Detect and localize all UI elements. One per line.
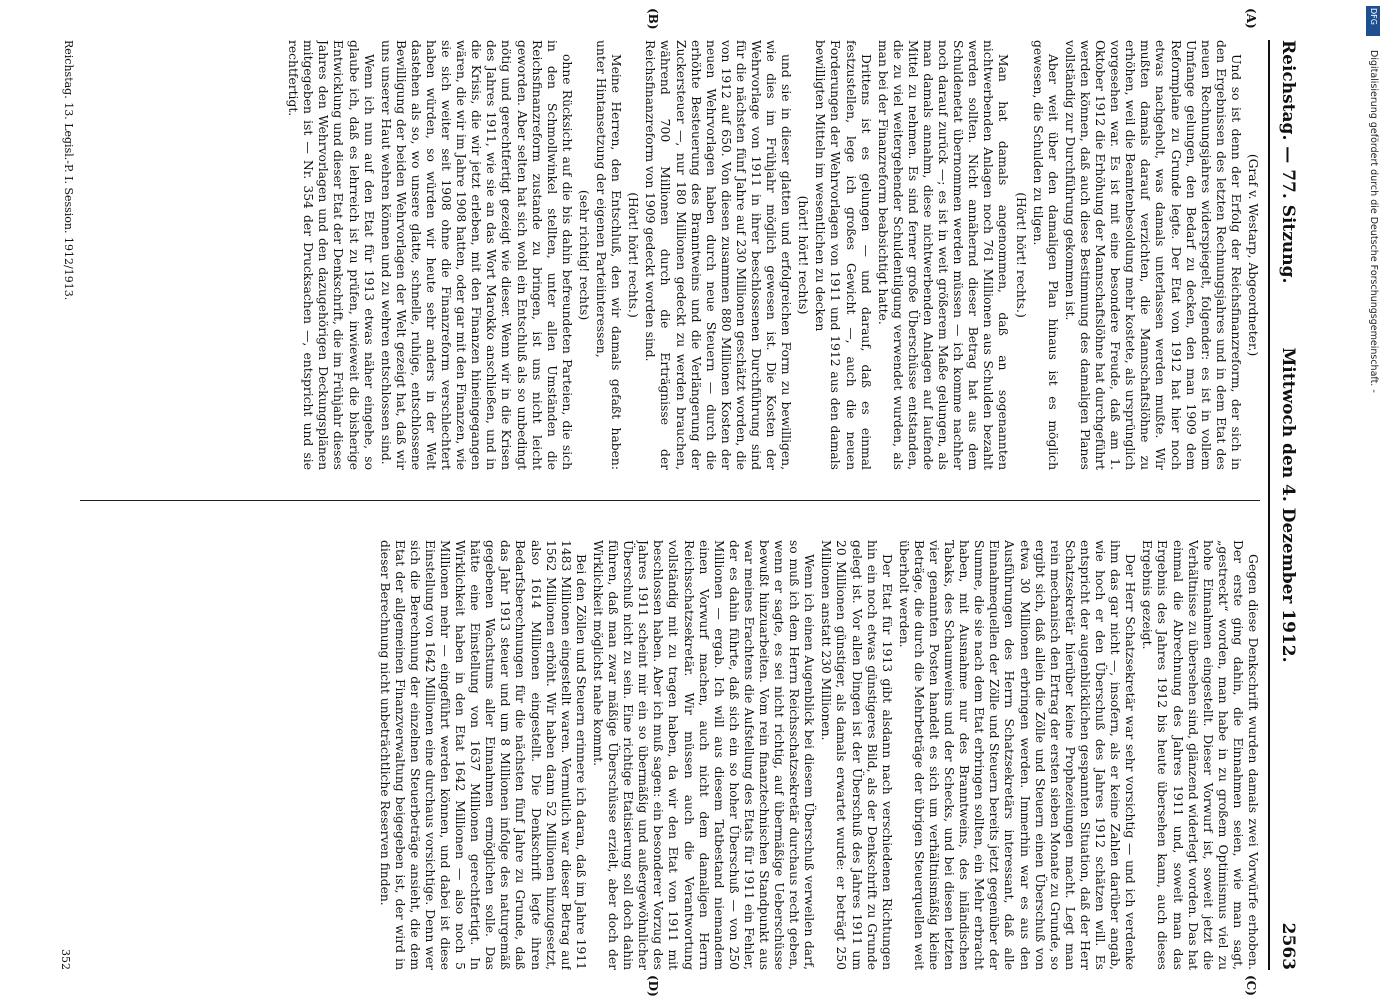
- footer-session: Reichstag. 13. Legisl.-P. I. Session. 1912/1913.: [62, 40, 75, 301]
- paragraph: Man hat damals angenommen, daß an sogenannten nichtwerbenden Anlagen noch 761 Millionen aus Schulden bezahlt werden sollten. Nicht annähernd dieser Betrag hat aus dem Schuldenetat übernommen werden müssen — ich komme nachher noch darauf zurück —; es ist in weit größerem Maße gelungen, als man damals annahm, diese nichtwerbenden Anlagen auf laufende Mittel zu nehmen. Es sind ferner große Überschüsse entstanden, die zu viel weitergehender Schuldentilgung verwendet wurden, als man bei der Finanzreform beabsichtigt hatte.: [875, 40, 1011, 470]
- speaker-line: (Graf v. Westarp, Abgeordneter.): [1246, 153, 1260, 357]
- right-column: [80, 540, 1260, 970]
- left-column: [80, 40, 1260, 470]
- paragraph: Drittens ist es gelungen — und darauf, daß es einmal festzustellen, lege ich großes Gewicht —, auch die neuen Forderungen der Wehrvorlagen von 1911 und 1912 aus den damals bewilligten Mitteln im wesentlichen zu decken: [813, 40, 873, 470]
- margin-mark-a: (A): [1244, 8, 1258, 29]
- header-left: Reichstag. — 77. Sitzung.: [1278, 40, 1298, 284]
- margin-mark-d: (D): [646, 975, 660, 997]
- dfg-logo[interactable]: [1366, 6, 1380, 36]
- paragraph: Der Herr Schatzsekretär war sehr vorsichtig — und ich verdenke ihm das gar nicht —, insofern, als er keine Zahlen darüber angab, wie hoch er den Überschuß des Jahres 1912 schätzen will. Es entspricht der augenblicklichen gespannten Situation, daß der Herr Schatzsekretär hierüber keine Prophezeiungen macht. Legt man rein mechanisch den Ertrag der ersten sieben Monate zu Grunde, so ergibt sich, daß allein die Zölle und Steuern einen Überschuß von etwa 30 Millionen erbringen werden. Immerhin war es aus den Ausführungen des Herrn Schatzsekretärs interessant, daß alle Einnahmequellen der Zölle und Steuern bereits jetzt gegenüber der Summe, die sie nach dem Etat erbringen sollten, ein Mehr erbracht haben, mit Ausnahme nur des Branntweins, des inländischen Tabaks, des Schaumweins und der Schecks, und bei diesen letzten vier genannten Posten handelt es sich um verhältnismäßig kleine Beträge, die durch die Mehrbeträge der übrigen Steuerquellen weit überholt werden.: [896, 540, 1138, 970]
- interjection: (Hört! hört! rechts.): [626, 192, 641, 318]
- paragraph: Aber weit über den damaligen Plan hinaus ist es möglich gewesen, die Schulden zu tilgen.: [1030, 40, 1060, 470]
- paragraph: Der Etat für 1913 gibt alsdann nach verschiedenen Richtungen hin ein noch etwas günstigeres Bild, als der Denkschrift zu Grunde gelegt ist. Vor allen Dingen ist der Überschuß des Jahres 1911 um 20 Millionen günstiger, als damals erwartet wurde: er beträgt 250 Millionen anstatt 230 Millionen.: [819, 540, 894, 970]
- page-header: [1268, 40, 1302, 970]
- column-divider: [80, 500, 1260, 501]
- interjection: (sehr richtig! rechts): [576, 189, 591, 321]
- paragraph: ohne Rücksicht auf die bis dahin befreundeten Parteien, die sich in den Schmollwinkel stellten, unter allen Umständen die Reichsfinanzreform zustande zu bringen, ist uns nicht leicht geworden. Aber selten hat sich wohl ein Entschluß als so unbedingt nötig und gerechtfertigt gezeigt wie dieser. Wenn wir in die Krisen des Jahres 1911, wie sie an das Wort Marokko anschließen, und in die Krisis, die wir jetzt erleben, mit den Finanzen hineingegangen wären, die wir im Jahre 1908 hatten, oder gar mit den Finanzen, wie sie sich weiter seit 1908 ohne die Finanzreform verschlechtert haben würden, so würden wir heute sehr anders in der Welt dastehen als so, wo unsere glatte, schnelle, ruhige, entschlossene Bewilligung der beiden Wehrvorlagen der Welt gezeigt hat, daß wir uns unserer Haut wehren können und zu wehren entschlossen sind.: [378, 40, 574, 470]
- interjection: (Hört! hört! rechts.): [1013, 192, 1028, 318]
- interjection: (hört! hört! rechts): [796, 195, 811, 315]
- header-rule: [1268, 40, 1270, 970]
- paragraph: Gegen diese Denkschrift wurden damals zwei Vorwürfe erhoben. Der erste ging dahin, die Einnahmen seien, wie man sagt, „gestreckt“ worden, man habe in zu großem Optimismus viel zu hohe Einnahmen eingestellt. Dieser Vorwurf ist, soweit jetzt die Verhältnisse zu übersehen sind, glänzend widerlegt worden. Das hat einmal die Abrechnung des Jahres 1911 und, soweit man das Ergebnis des Jahres 1912 bis heute übersehen kann, auch dieses Ergebnis gezeigt.: [1140, 540, 1260, 970]
- page-number: 2563: [1278, 922, 1298, 970]
- paragraph: Bei den Zöllen und Steuern erinnere ich daran, daß im Jahre 1911 1483 Millionen eingestellt waren. Vermutlich war dieser Betrag auf 1562 Millionen erhöht. Wir haben dann 52 Millionen hinzugesetzt, also 1614 Millionen eingestellt. Die Denkschrift legte ihren Bedarfsberechnungen für die nächsten fünf Jahre zu Grunde, daß das Jahr 1913 steuer und um 8 Millionen infolge des naturgemäß gegebenen Wachstums aller Einnahmen ermöglichen solle. Das hätte eine Einstellung von 1637 Millionen gerechtfertigt. In Wirklichkeit haben in den Etat 1642 Millionen — also noch 5 Millionen mehr — eingeführt werden können, und dabei ist diese Einstellung von 1642 Millionen eine durchaus vorsichtige. Denn wer sich die Berechnung der einzelnen Steuerbeträge ansieht, die dem Etat der allgemeinen Finanzverwaltung beigegeben ist, der wird in dieser Berechnung nicht unbeträchtliche Reserven finden.: [377, 540, 588, 970]
- paragraph: Und so ist denn der Erfolg der Reichsfinanzreform, der sich in den Ergebnissen des letzten Rechnungsjahres und in dem Etat des neuen Rechnungsjahres widerspiegelt, folgender: es ist in vollem Umfange gelungen, den Bedarf zu decken, den man 1909 dem Reformplane zu Grunde legte. Der Etat von 1912 hat hier noch etwas nachgeholt, was damals unterlassen werden mußte. Wir mußten damals darauf verzichten, die Mannschaftslöhne zu erhöhen, weil die Beamtenbesoldung mehr kostete, als ursprünglich vorgesehen war. Es ist mit eine besondere Freude, daß am 1. Oktober 1912 die Erhöhung der Mannschaftslöhne hat durchgeführt werden können, daß auch diese Bestimmung des damaligen Planes vollständig zur Durchführung gekommen ist.: [1062, 40, 1243, 470]
- digitization-text: Digitalisierung gefördert durch die Deutsche Forschungsgemeinschaft. -: [1368, 50, 1379, 393]
- margin-mark-b: (B): [646, 8, 660, 30]
- paragraph: Wenn ich nun auf den Etat für 1913 etwas näher eingehe, so glaube ich, daß es lehrreich ist zu prüfen, inwieweit die bisherige Entwicklung und dieser Etat der Denkschrift, die im Frühjahr dieses Jahres den Wehrvorlagen und den dazugehörigen Deckungsplänen mitgegeben ist — Nr. 354 der Drucksachen —, entspricht und sie rechtfertigt.: [286, 40, 376, 470]
- header-date: Mittwoch den 4. Dezember 1912.: [1278, 347, 1298, 663]
- rotated-page: [30, 0, 1320, 1000]
- footer-sheet-number: 352: [59, 949, 72, 970]
- paragraph: Wenn ich einen Augenblick bei diesem Überschuß verweilen darf, so muß ich dem Herrn Reichsschatzsekretär durchaus recht geben, wenn er sagte, es sei nicht richtig, auf übermäßige Ueberschüsse bewußt hinzuarbeiten. Vom rein finanztechnischen Standpunkt aus war meines Erachtens die Aufstellung des Etats für 1911 ein Fehler, der es dahin führte, daß sich ein so hoher Überschuß — von 250 Millionen — ergab. Ich will aus diesem Tatbestand niemandem einen Vorwurf machen, auch nicht dem damaligen Herrn Reichsschatzsekretär. Wir müssen auch die Verantwortung vollständig mit zu tragen haben, da wir den Etat von 1911 mit beschlossen haben. Aber ich muß sagen: ein besonderer Vorzug des Jahres 1911 scheint mir ein so übermäßig und außergewöhnlicher Überschuß nicht zu sein. Eine richtige Etatisierung soll doch dahin führen, daß man zwar mäßige Überschüsse erzielt, aber doch der Wirklichkeit möglichst nahe kommt.: [590, 540, 817, 970]
- paragraph: Meine Herren, den Entschluß, den wir damals gefaßt haben: unter Hintansetzung der eigenen Parteiinteressen,: [594, 40, 624, 470]
- digitization-note: [1363, 10, 1379, 990]
- dfg-logo-text: DFG: [1369, 8, 1378, 25]
- paragraph: und sie in dieser glatten und erfolgreichen Form zu bewilligen, wie dies im Frühjahr möglich gewesen ist. Die Kosten der Wehrvorlage von 1911 in ihrer beschlossenen Durchführung sind für die nächsten fünf Jahre auf 230 Millionen geschätzt worden, die von 1912 auf 650. Von diesen zusammen 880 Millionen Kosten der neuen Wehrvorlagen haben durch neue Steuern — durch die erhöhte Besteuerung des Branntweins und die Verlängerung der Zuckersteuer —, nur 180 Millionen gedeckt zu werden brauchen, während 700 Millionen durch die Erträgnisse der Reichsfinanzreform von 1909 gedeckt worden sind.: [643, 40, 794, 470]
- margin-mark-c: (C): [1244, 975, 1258, 996]
